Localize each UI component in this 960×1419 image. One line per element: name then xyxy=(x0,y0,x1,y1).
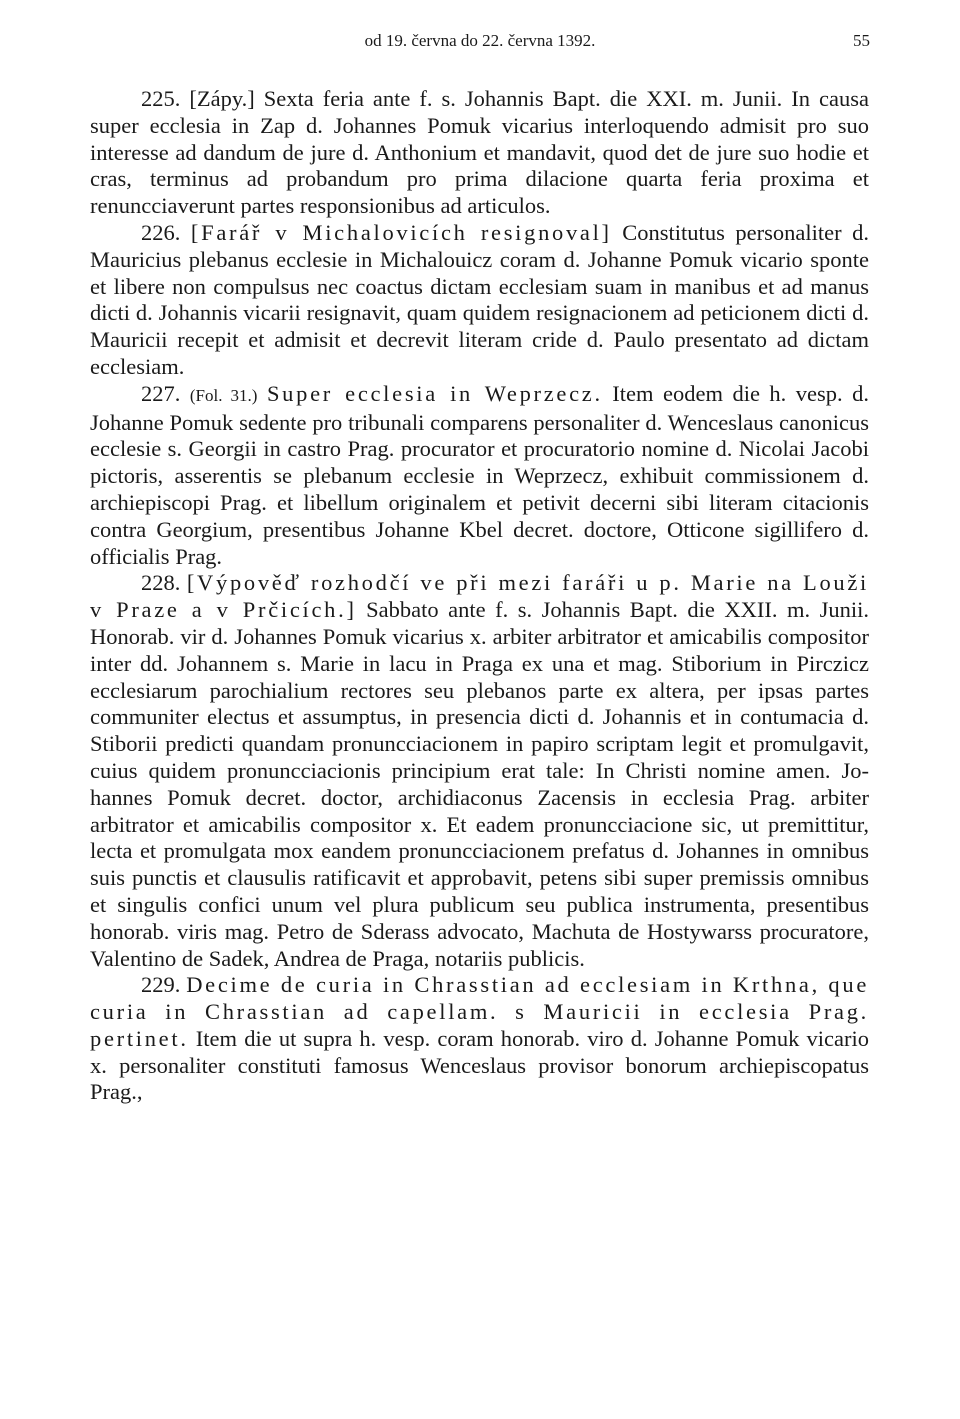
page-number: 55 xyxy=(853,31,870,50)
entry-text: Item eodem die h. vesp. d. Johanne Pomuk sedente pro tribunali comparens personaliter d. Wenceslaus canonicus ecclesie s. Georgii in castro Prag. procurator et procuratorio nomine d. Nicolai Jacobi pictoris, asserentis se plebanum ecclesie in Weprzecz, exhibuit commissionem d. archiepiscopi Prag. et libellum originalem et petivit decerni sibi literam citacionis contra Georgium, presentibus Johanne Kbel decret. doctore, Otticone sigillifero d. officialis Prag. xyxy=(90,380,870,569)
entry-text: Sabbato ante f. s. Johannis Bapt. die XXII. m. Junii. Honorab. vir d. Johannes Pomuk vicarius x. arbiter arbitrator et amicabilis compositor inter dd. Johannem s. Marie in lacu in Praga ex una et mag. Stiborium in Pirczicz ecclesiarum parochialium rectores seu plebanos parte ex altera, per ipsas partes communiter electus et assumptus, in presencia dicti d. Johannis et in contumacia d. Stiborii predicti quandam pronuncciacionem in papiro scriptam legit et promulgavit, cuius quidem pronuncciacionis principium erat tale: In Christi nomine amen. Johannes Pomuk decret. doctor, archidiaconus Zacensis in ecclesia Prag. arbiter arbitrator et amicabilis compositor x. Et eadem pronuncciacione sic, ut premittitur, lecta et promulgata mox eandem pronuncciacionem prefatus d. Johannes in omnibus suis punctis et clausulis ratificavit et approbavit, petens sibi super premissis omnibus et singulis confici unum vel plura publicum seu publica instrumenta, presentibus honorab. viris mag. Petro de Sderass advocato, Machuta de Hostywarss procuratore, Valentino de Sadek, Andrea de Praga, notariis publicis. xyxy=(90,597,869,971)
entry-title: [Zápy.] xyxy=(189,86,255,111)
entry-number: 229. xyxy=(141,972,181,998)
entry-number: 228. xyxy=(141,570,181,596)
entry-number: 226. xyxy=(141,219,181,245)
entry-226 xyxy=(90,220,869,381)
entry-text: Constitutus personaliter d. Mauricius plebanus ecclesie in Michalouicz coram d. Johanne Pomuk vicario sponte et libere non compulsus nec coactus dictam ecclesiam suam in manibus et ad manus dicti d. Johannis vicarii resignavit, quam quidem resignacionem ad peticionem dicti d. Mauricii recepit et admisit et decrevit literam cride d. Paulo presentato ad dictam ecclesiam. xyxy=(90,219,869,379)
entry-number: 227. xyxy=(141,380,181,406)
entry-225 xyxy=(90,86,869,220)
entry-title: Super ecclesia in Weprzecz. xyxy=(266,380,603,406)
entry-number: 225. xyxy=(141,86,181,111)
entry-text: Sexta feria ante f. s. Johannis Bapt. die XXI. m. Junii. In causa super ecclesia in Zap d. Johannes Pomuk vicarius interloquendo admisit pro suo interesse ad dandum de jure d. Anthonium et mandavit, quod det de jure suo hodie et cras, terminus ad probandum pro prima dilacione quarta feria proxima et renuncciaverunt partes responsionibus ad articulos. xyxy=(90,86,869,219)
running-head: od 19. června do 22. června 1392. xyxy=(364,31,596,50)
entry-title: [Výpověď rozhodčí ve při mezi faráři u p. Marie na Louži v Praze a v Prčicích.] xyxy=(90,570,870,623)
entry-title: Decime de curia in Chrasstian ad ecclesiam in Krthna, que curia in Chrasstian ad capellam. s Mauricii in ecclesia Prag. pertinet. xyxy=(90,972,870,1051)
document-body xyxy=(90,86,869,1106)
entry-228 xyxy=(90,570,869,972)
entry-text: Item die ut supra h. vesp. coram honorab. viro d. Johanne Pomuk vicario x. personaliter constituti famosus Wenceslaus provisor bonorum archiepiscopatus Prag., xyxy=(90,1025,869,1105)
entry-227 xyxy=(90,381,869,571)
folio-note: (Fol. 31.) xyxy=(189,385,258,405)
entry-229 xyxy=(90,972,869,1106)
entry-title: [Farář v Michalovicích resignoval] xyxy=(190,219,612,245)
page-header xyxy=(90,31,870,55)
